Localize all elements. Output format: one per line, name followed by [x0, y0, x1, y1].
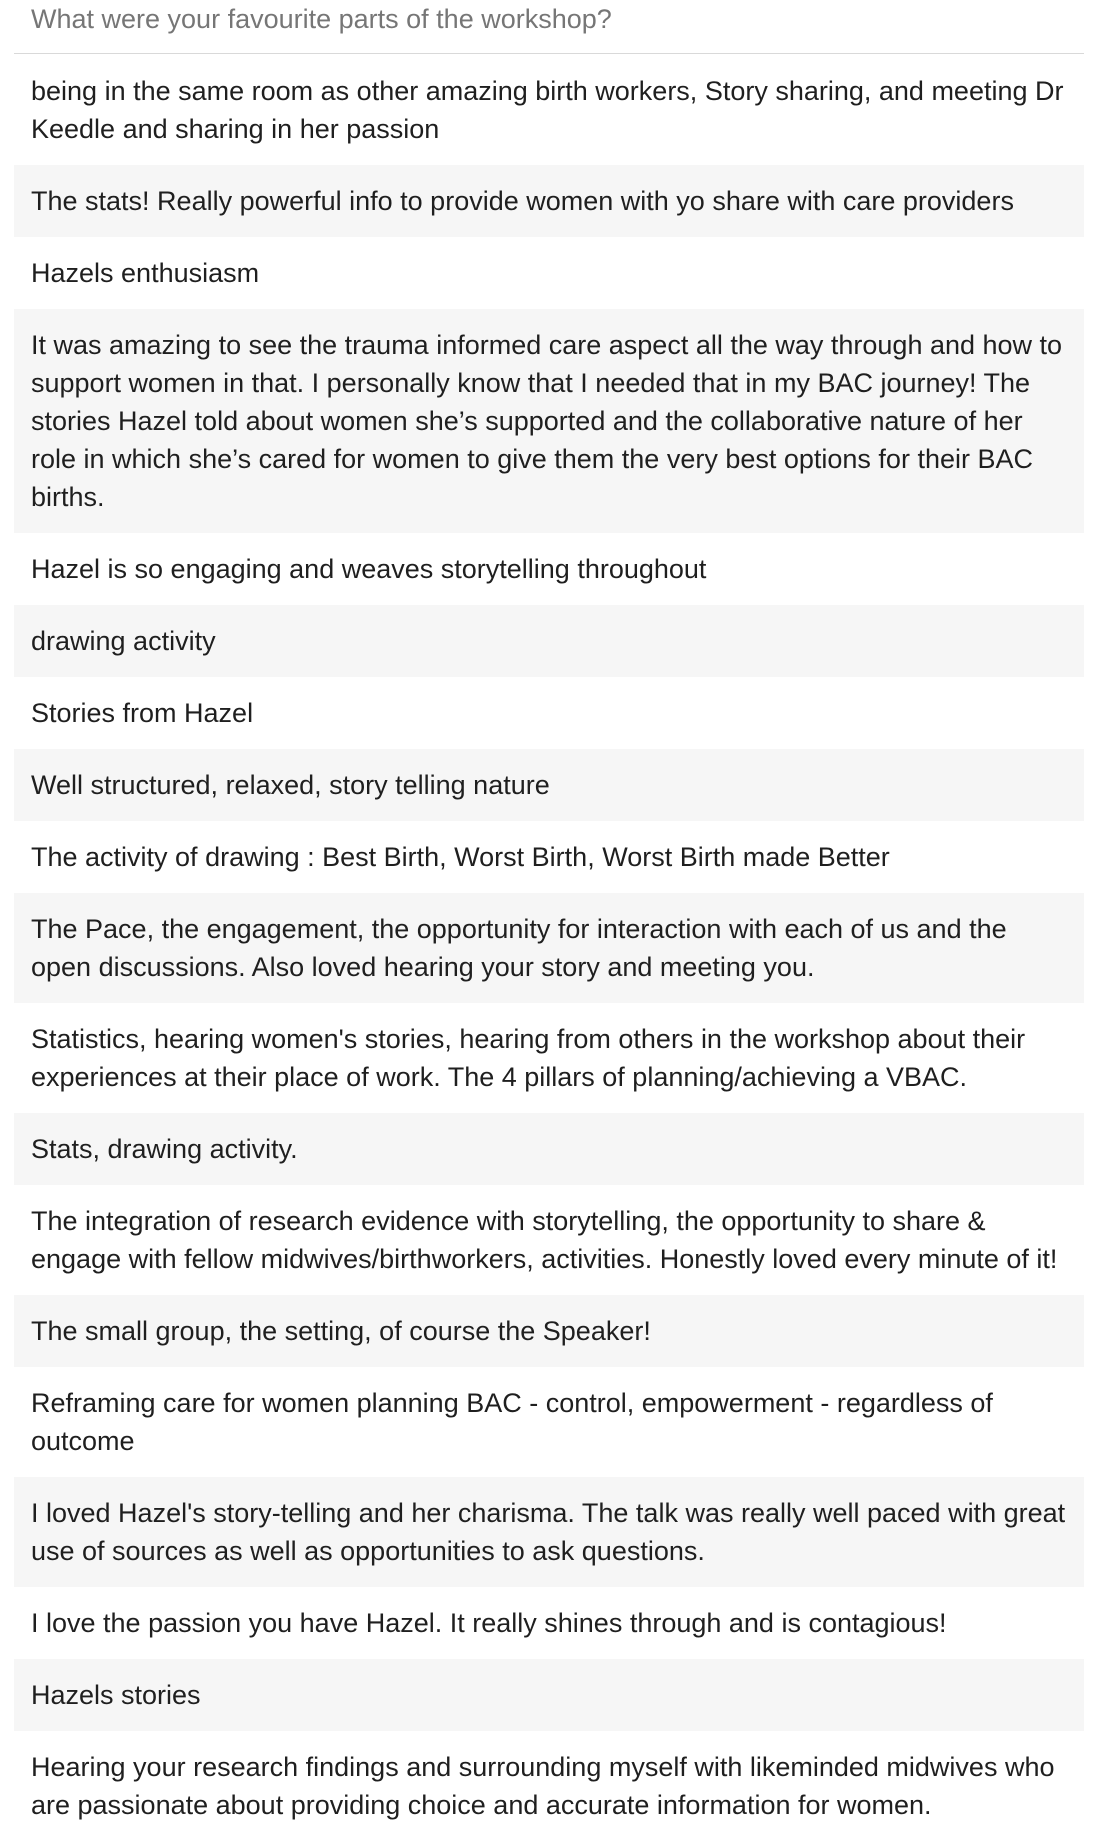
response-item: drawing activity [14, 605, 1084, 677]
response-item: Well structured, relaxed, story telling nature [14, 749, 1084, 821]
response-item: The stats! Really powerful info to provide women with yo share with care providers [14, 165, 1084, 237]
response-list [14, 55, 1084, 1841]
response-item: Hazels stories [14, 1659, 1084, 1731]
response-item: The small group, the setting, of course the Speaker! [14, 1295, 1084, 1367]
question-header: What were your favourite parts of the workshop? [14, 0, 1084, 54]
response-item: Stats, drawing activity. [14, 1113, 1084, 1185]
response-item: I loved Hazel's story-telling and her charisma. The talk was really well paced with great use of sources as well as opportunities to ask questions. [14, 1477, 1084, 1587]
response-item: Hazel is so engaging and weaves storytelling throughout [31, 554, 707, 584]
response-item: Reframing care for women planning BAC - control, empowerment - regardless of outcome [31, 1388, 993, 1456]
response-item: The integration of research evidence with storytelling, the opportunity to share & engage with fellow midwives/birthworkers, activities. Honestly loved every minute of it! [31, 1206, 1058, 1274]
response-item: The activity of drawing : Best Birth, Worst Birth, Worst Birth made Better [31, 842, 890, 872]
response-item: Hearing your research findings and surrounding myself with likeminded midwives who are passionate about providing choice and accurate information for women. [31, 1752, 1055, 1820]
response-item: It was amazing to see the trauma informed care aspect all the way through and how to support women in that. I personally know that I needed that in my BAC journey! The stories Hazel told about women she’s supported and the collaborative nature of her role in which she’s cared for women to give them the very best options for their BAC births. [14, 309, 1084, 533]
response-item: Stories from Hazel [31, 698, 254, 728]
response-item: The Pace, the engagement, the opportunity for interaction with each of us and the open discussions. Also loved hearing your story and meeting you. [14, 893, 1084, 1003]
response-item: I love the passion you have Hazel. It really shines through and is contagious! [31, 1608, 947, 1638]
response-item: being in the same room as other amazing birth workers, Story sharing, and meeting Dr Keedle and sharing in her passion [31, 76, 1064, 144]
response-item: Hazels enthusiasm [31, 258, 260, 288]
response-item: Statistics, hearing women's stories, hearing from others in the workshop about their experiences at their place of work. The 4 pillars of planning/achieving a VBAC. [31, 1024, 1026, 1092]
